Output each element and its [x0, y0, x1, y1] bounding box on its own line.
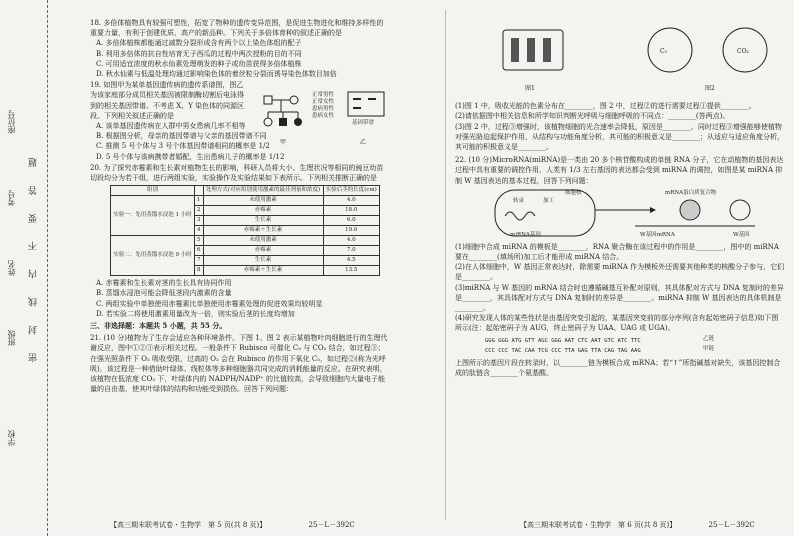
question-20: [90, 163, 390, 319]
legend-normal-female: 正常女性: [312, 99, 335, 106]
school-label: 学校: [7, 430, 16, 446]
table-cell: 4.0: [323, 236, 379, 246]
table-cell: 19.0: [323, 226, 379, 236]
question-18: [90, 18, 390, 79]
name-label: 姓名: [7, 260, 16, 276]
pedigree-mother: [290, 96, 298, 104]
photosynthesis-figure: [455, 18, 785, 96]
table-cell: 6.0: [323, 216, 379, 226]
pedigree-child-2: [279, 118, 287, 126]
table-header-treatment: 处理方式(对应组别使用激素的最佳剂量和浓度): [203, 186, 323, 196]
q22-part-2: (2)在人体细胞中，W 基因正常表达时，除需要 miRNA 作为模板外还需要其他种类的核酸分子参与，它们是________。: [455, 263, 785, 282]
table-cell: 18.0: [323, 206, 379, 216]
group-1-label: 实验一：先用蒸馏水浸泡 1 小时: [111, 196, 195, 236]
table-cell: 3: [195, 216, 204, 226]
fig-1-label: 图1: [525, 85, 535, 92]
w-gene-icon: [730, 200, 750, 220]
q18-option-a: A. 多倍体植株都能通过减数分裂形成含有两个以上染色体组的配子: [96, 39, 302, 48]
pedigree-child-1: [264, 118, 272, 126]
mirna-gene-helix: [505, 212, 535, 220]
group-2-label: 实验二：先用蒸馏水浸泡 9 小时: [111, 236, 195, 276]
q20-table: [110, 185, 380, 276]
table-cell: 1: [195, 196, 204, 206]
q19-option-b: B. 根据图分析，母亲的基因带谱与父亲的基因带谱不同: [96, 132, 267, 141]
label-w-gene: W基因: [733, 231, 750, 238]
q21-part-1: (1)图 1 中，吸收光能的色素分布在________，图 2 中，过程②的进行需要过程①提供________。: [455, 102, 756, 111]
fig-a-label: 甲: [280, 139, 287, 147]
q20-option-b: B. 蒸馏水浸泡可能会降低茎段内激素的含量: [96, 289, 232, 298]
q18-option-d: D. 秋水仙素与低温处理均通过影响染色体的着丝粒分裂而诱导染色体数目加倍: [96, 70, 337, 79]
q22-part-4: (4)研究发现人体的某些性状是由基因突变引起的，某基因突变前的部分序列(含有起始密码子信息)如下图所示(注：起始密码子为 AUG，终止密码子为 UAA、UAG 或 UGA)。: [455, 314, 779, 333]
table-row: [111, 236, 380, 246]
label-transcribe: 转录: [513, 197, 525, 204]
footer-left-page: [110, 520, 355, 530]
table-cell: 赤霉素＋生长素: [203, 226, 323, 236]
photosystem-icon: [527, 38, 535, 62]
q22-stem: 22. (10 分)MicroRNA(miRNA)是一类由 20 多个核苷酸构成的单链 RNA 分子，它在动植物的基因表达过程中具有重要的调控作用，人类有 1/3 左右基因的表达都会受到 miRNA 的调控，如图是某 miRNA 抑制 W 基因表达的基本过程，回答下列问题：: [455, 156, 784, 185]
chain-label-a: 甲链: [703, 345, 715, 352]
q21-part-3: (3)图 2 中，过程③增强时，该植物细胞的光合速率会降低，原因是________。同时过程③增强能够使植物对强光胁迫起保护作用，从结构与功能角度分析，其可能的积极意义是________；从适应与适应角度分析，其可能的积极意义是________。: [455, 122, 784, 152]
label-mirna-gene: miRNA基因: [510, 231, 541, 238]
label-process: 加工: [543, 197, 555, 204]
fig-b-label: 乙: [360, 139, 367, 147]
q19-option-c: C. 推测 5 号个体与 3 号个体基因带谱相同的概率是 1/2: [96, 142, 270, 151]
footer-right-page: [520, 520, 755, 530]
table-header-length: 实验后茎的长度(cm): [323, 186, 379, 196]
dna-sequence-figure: [485, 336, 785, 356]
fig-2-label: 图2: [705, 85, 715, 92]
photosystem-icon: [511, 38, 519, 62]
table-cell: 4.0: [323, 196, 379, 206]
q18-stem: 18. 多倍体植物具有较强可塑性，拓宽了物种的遗传变异范围，是促进生物进化和维持多样性的重要力量，有利于创建优质、高产的新品种。下列关于多倍体育种的叙述正确的是: [90, 19, 384, 38]
q20-stem: 20. 为了探究赤霉素和生长素对植物生长的影响，科研人员将大小、生理状况等相同的豌豆幼苗切段均分为若干组，进行两组实验，实验操作及实验结果如下表所示。下列相关推断正确的是: [90, 163, 384, 183]
legend-affected-male: 患病男性: [312, 106, 335, 113]
table-cell: 7: [195, 256, 204, 266]
table-cell: 6: [195, 246, 204, 256]
table-cell: 未使用激素: [203, 236, 323, 246]
svg-text:C₅: C₅: [660, 48, 667, 55]
sequence-caption: 上图所示的基因片段在转录时，以________链为模板合成 mRNA；若“↑”所指碱基对缺失，该基因控制合成的肽链含________个氨基酸。: [455, 359, 781, 378]
pedigree-child-3: [294, 118, 302, 126]
table-cell: 赤霉素: [203, 246, 323, 256]
footer-page-6: 【高三期末联考试卷・生物学 第 6 页(共 8 页)】: [520, 521, 677, 529]
legend-affected-female: 患病女性: [312, 113, 335, 120]
sequence-top-strand: GGG GGG ATG GTT AGC GGG AAT CTC AAT GTC ATC TTC: [485, 337, 641, 344]
pedigree-father: [264, 96, 272, 104]
q20-option-c: C. 两组实验中单独使用赤霉素比单独使用赤霉素处理的促进效果均较明显: [96, 299, 323, 308]
table-cell: 13.5: [323, 266, 379, 276]
footer-code-right: 25－L－392C: [708, 521, 755, 529]
table-cell: 5: [195, 236, 204, 246]
table-cell: 赤霉素＋生长素: [203, 266, 323, 276]
sequence-bottom-strand: CCC CCC TAC CAA TCG CCC TTA GAG TTA CAG TAG AAG: [485, 347, 641, 354]
q19-option-a: A. 该单基因遗传病在人群中男女患病几率不相等: [96, 122, 246, 131]
label-w-mrna: W基因mRNA: [640, 231, 675, 238]
label-nucleus: 细胞核: [565, 189, 582, 196]
seat-no-label: 座位号: [7, 110, 16, 134]
table-cell: 未使用激素: [203, 196, 323, 206]
atp-synthase-icon: [543, 38, 551, 62]
pedigree-legend: [312, 92, 334, 120]
table-cell: 生长素: [203, 256, 323, 266]
q20-option-a: A. 赤霉素和生长素对茎的生长具有协同作用: [96, 279, 232, 288]
q20-option-d: D. 若实验二将使用激素用量改为一倍，则实验后茎的长度均增加: [96, 309, 295, 318]
table-cell: 2: [195, 206, 204, 216]
q22-part-3: (3)miRNA 与 W 基因的 mRNA 结合时也遵循碱基互补配对原则，其具体配对方式与 DNA 复制时的差异是________，其具体配对方式与 DNA 复制时的差异是________。miRNA 抑制 W 基因表达的具体机制是________。: [455, 283, 784, 313]
band-gel: [348, 92, 384, 116]
table-cell: 生长素: [203, 216, 323, 226]
mirna-figure: [455, 186, 785, 242]
table-cell: 8: [195, 266, 204, 276]
label-mrna-protein: mRNA蛋白质复合物: [665, 189, 717, 196]
footer-page-5: 【高三期末联考试卷・生物学 第 5 页(共 8 页)】: [110, 521, 267, 529]
question-19: [90, 80, 390, 162]
ribosome-icon: [680, 200, 700, 220]
q22-part-1: (1)细胞中合成 miRNA 的模板是________，RNA 聚合酶在该过程中的作用是________，图中的 miRNA 要在________(填场所)加工后才能形成 miRNA 结合。: [455, 242, 779, 262]
legend-normal-male: 正常男性: [312, 92, 335, 99]
q19-stem: 19. 如图甲为某单基因遗传病的遗传系谱图，图乙为该家庭部分成员相关基因被限制酶切割后电泳得到的相关基因带谱。不考虑 X、Y 染色体的同源区段。下列相关叙述正确的是: [90, 81, 245, 120]
section-3-title: 三、非选择题：本题共 5 小题，共 55 分。: [90, 321, 227, 331]
table-header-group: 组别: [111, 186, 195, 196]
q21-stem: 21. (10 分)植物为了生存会适应各种环境条件。下图 1、图 2 表示某植物叶肉细胞进行的生理代谢反应，图中①②③表示相关过程。一般条件下 Rubisco 可催化 C₅ 与 CO₂ 结合，如过程③；在强光照条件下 O₂ 吸收受限，过高的 O₂ 会在 Rubisco 的作用下氧化 C₅，如过程②(称为光呼吸)，该过程是一种借助叶绿体、线粒体等多种细胞器共同完成的消耗能量的反应。在研究表明，该植物在低浓度 CO₂ 下，叶绿体内的 NADPH/NADP⁺ 的比值较高，会导致细胞内大量电子能量的自由基，使其叶绿体的结构和功能受到损伤。回答下列问题：: [90, 334, 388, 394]
svg-text:CO₂: CO₂: [737, 48, 749, 55]
table-cell: 4.5: [323, 256, 379, 266]
q21-part-2: (2)请依据图中相关信息和所学知识判断光呼吸与细胞呼吸的不同点：________(答两点)。: [455, 112, 730, 121]
table-cell: 4: [195, 226, 204, 236]
footer-code-left: 25－L－392C: [308, 521, 355, 529]
q18-option-b: B. 利用多倍体的抗自性培育无子西瓜的过程中两次授粉的目的不同: [96, 49, 302, 58]
band-label: 基因带谱: [352, 120, 375, 127]
binding-margin: [0, 0, 48, 536]
class-label: 班级: [7, 330, 16, 346]
left-page: [90, 18, 390, 394]
table-row: [111, 196, 380, 206]
right-page: [455, 18, 785, 378]
seal-line-text: 密 封 线 内 不 要 答 题: [29, 150, 39, 363]
table-cell: 7.0: [323, 246, 379, 256]
q19-option-d: D. 5 号个体与该病携带者婚配，生出患病儿子的概率是 1/12: [96, 152, 285, 161]
table-cell: 赤霉素: [203, 206, 323, 216]
calvin-cycle-circle: [648, 28, 692, 72]
exam-no-label: 考号: [7, 190, 16, 206]
chain-label-b: 乙链: [703, 335, 715, 342]
page-divider: [445, 10, 446, 520]
q18-option-c: C. 可用适宜浓度的秋水仙素处理萌发的种子或幼苗获得多倍体植株: [96, 59, 302, 68]
